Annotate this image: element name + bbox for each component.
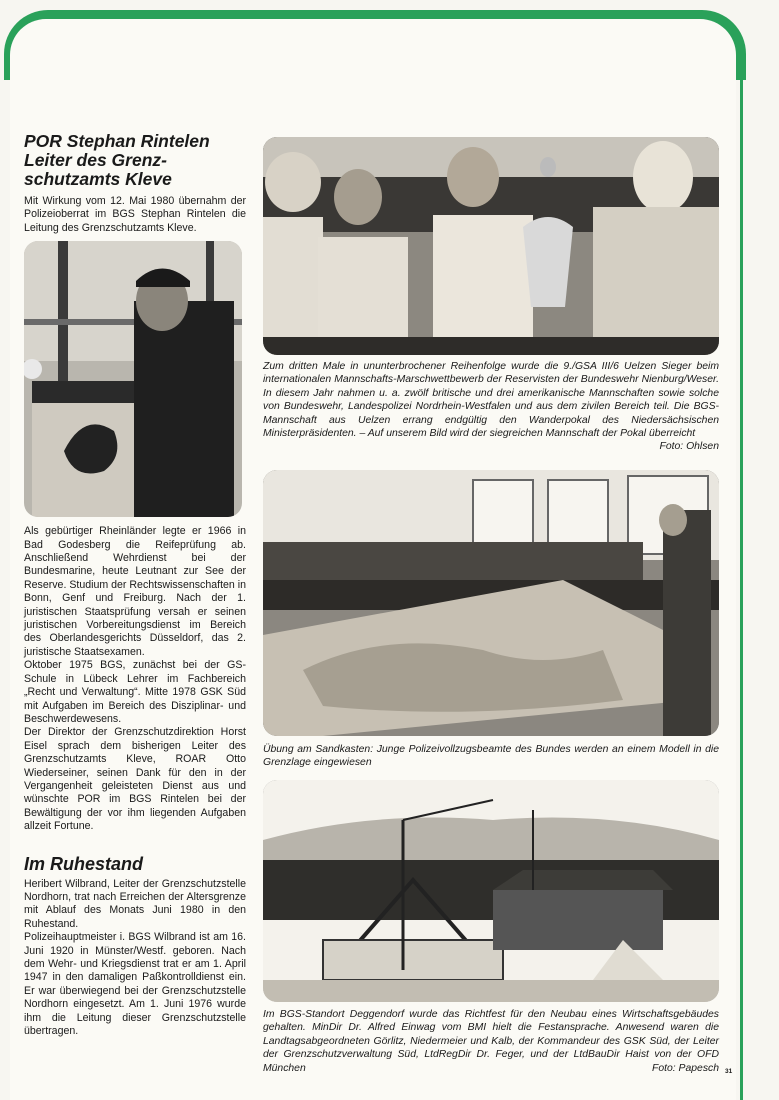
trophy-photo [263, 137, 719, 355]
title-line: schutzamts Kleve [24, 169, 172, 189]
article1-body-3: Der Direktor der Grenzschutzdirektion Horst Eisel sprach dem bisherigen Leiter des Grenzschutzamts Kleve, ROAR Otto Wiederseiner, seinen Dank für den in der Vergangenheit geleisteten Dienst aus und wünschte POR im BGS Rintelen bei der Bewältigung der vor ihm liegenden Aufgaben allzeit Fortune. [24, 726, 246, 833]
caption-text: Zum dritten Male in ununterbrochener Reihenfolge wurde die 9./GSA III/6 Uelzen Sieger beim internationalen Mannschafts-Marschwettbewerb der Reservisten der Bundeswehr Nienburg/Weser. In diesem Jahr nahmen u. a. zwölf britische und drei amerikanische Mannschaften sowie solche von Bundeswehr, Landespolizei Nordrhein-Westfalen und aus dem zivilen Bereich teil. Die BGS-Mannschaft aus Uelzen errang endgültig den Wanderpokal des Niedersächsischen Ministerpräsidenten. – Auf unserem Bild wird der siegreichen Mannschaft der Pokal überreicht [263, 361, 719, 440]
page-number: 31 [725, 1068, 733, 1075]
article2-body-2: Polizeihauptmeister i. BGS Wilbrand ist am 16. Juni 1920 in Münster/Westf. geboren. Nach dem Wehr- und Kriegsdienst trat er am 1. April 1947 in den damaligen Paßkontrolldienst ein. Er war überwiegend bei der Grenzschutzstelle Nordhorn eingesetzt. Am 1. Juni 1976 wurde ihm die Leitung dieser Grenzschutzstelle übertragen. [24, 931, 246, 1038]
photo-credit: Foto: Ohlsen [659, 441, 719, 453]
article1-body-2: Oktober 1975 BGS, zunächst bei der GS-Schule in Lübeck Lehrer im Fachbereich „Recht und Verwaltung“. Mitte 1978 GSK Süd mit Aufgaben im Bereich des Disziplinar- und Beschwerdewesens. [24, 659, 246, 725]
article2-body-1: Heribert Wilbrand, Leiter der Grenzschutzstelle Nordhorn, trat nach Erreichen der Altersgrenze mit Ablauf des Monats Juni 1980 in den Ruhestand. [24, 877, 246, 930]
sandbox-photo [263, 470, 719, 736]
photo-credit: Foto: Papesch [651, 1062, 719, 1074]
article1-intro: Mit Wirkung vom 12. Mai 1980 übernahm der Polizeioberrat im BGS Stephan Rintelen die Leitung des Grenzschutzamts Kleve. [24, 195, 246, 234]
trophy-caption [263, 360, 719, 454]
article1-body-1: Als gebürtiger Rheinländer legte er 1966 in Bad Godesberg die Reifeprüfung ab. Anschließend Wehrdienst bei der Bundesmarine, heute Leutnant zur See der Reserve. Studium der Rechtswissenschaften in Bonn, Genf und Freiburg. Nach der 1. juristischen Staatsprüfung versah er seinen juristischen Vorbereitungsdienst im Bereich des Oberlandesgerichts Düsseldorf, das 2. juristische Staatsexamen. [24, 525, 246, 658]
building-caption [263, 1008, 719, 1075]
title-line: Leiter des Grenz- [24, 150, 167, 170]
margin-rule [740, 60, 743, 1100]
portrait-photo [24, 241, 242, 517]
title-line: POR Stephan Rintelen [24, 131, 210, 151]
article2-title: Im Ruhestand [24, 853, 144, 874]
article1-title [24, 132, 246, 189]
building-photo [263, 780, 719, 1002]
left-column [24, 132, 246, 1038]
sandbox-caption: Übung am Sandkasten: Junge Polizeivollzugsbeamte des Bundes werden an einem Modell in die Grenzlage eingewiesen [263, 744, 719, 769]
caption-text: Im BGS-Standort Deggendorf wurde das Richtfest für den Neubau eines Wirtschaftsgebäudes gehalten. MinDir Dr. Alfred Einwag vom BMI hielt die Festansprache. Anwesend waren die Landtagsabgeordneten Görlitz, Niedermeier und Kalb, der Kommandeur des GSK Süd, der Leiter der Grenzschutzverwaltung Süd, LtdRegDir Dr. Feger, und der LtdBauDir Haist von der OFD München [263, 1009, 719, 1074]
